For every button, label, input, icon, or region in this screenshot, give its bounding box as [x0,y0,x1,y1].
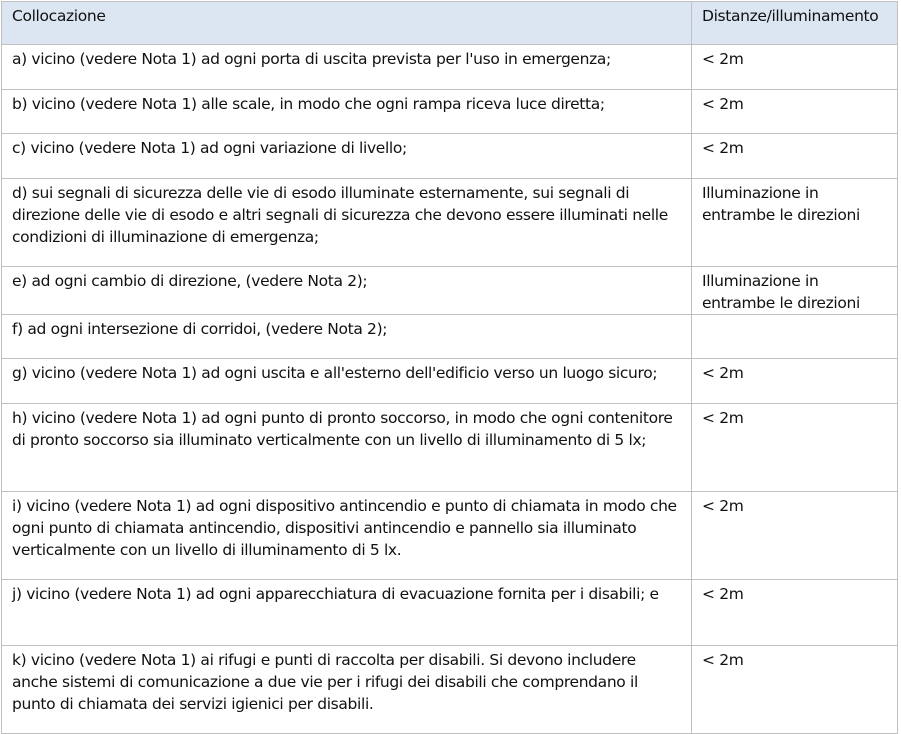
table-row [2,134,898,179]
row-location: e) ad ogni cambio di direzione, (vedere Nota 2); [2,267,692,315]
row-value: < 2m [692,134,898,179]
table-row [2,315,898,359]
row-location: c) vicino (vedere Nota 1) ad ogni variazione di livello; [2,134,692,179]
row-location: g) vicino (vedere Nota 1) ad ogni uscita e all'esterno dell'edificio verso un luogo sicuro; [2,359,692,404]
row-location: a) vicino (vedere Nota 1) ad ogni porta di uscita prevista per l'uso in emergenza; [2,45,692,90]
row-location: f) ad ogni intersezione di corridoi, (vedere Nota 2); [2,315,692,359]
table-row [2,359,898,404]
emergency-lighting-table [1,1,898,734]
row-location: k) vicino (vedere Nota 1) ai rifugi e punti di raccolta per disabili. Si devono includere anche sistemi di comunicazione a due vie per i rifugi dei disabili che comprendano il punto di chiamata dei servizi igienici per disabili. [2,646,692,734]
row-value: < 2m [692,646,898,734]
row-value: Illuminazione in entrambe le direzioni [692,179,898,267]
table-row [2,404,898,492]
header-collocazione: Collocazione [2,2,692,45]
header-distanze-illuminamento: Distanze/illuminamento [692,2,898,45]
table-row [2,179,898,267]
row-location: h) vicino (vedere Nota 1) ad ogni punto di pronto soccorso, in modo che ogni contenitore di pronto soccorso sia illuminato verticalmente con un livello di illuminamento di 5 lx; [2,404,692,492]
table-header-row [2,2,898,45]
row-value: < 2m [692,492,898,580]
row-value: Illuminazione in entrambe le direzioni [692,267,898,315]
row-value: < 2m [692,580,898,646]
table-row [2,45,898,90]
table-row [2,267,898,315]
row-value: < 2m [692,404,898,492]
row-value: < 2m [692,45,898,90]
row-location: d) sui segnali di sicurezza delle vie di esodo illuminate esternamente, sui segnali di direzione delle vie di esodo e altri segnali di sicurezza che devono essere illuminati nelle condizioni di illuminazione di emergenza; [2,179,692,267]
table-row [2,90,898,134]
row-value: < 2m [692,359,898,404]
row-value [692,315,898,359]
row-location: i) vicino (vedere Nota 1) ad ogni dispositivo antincendio e punto di chiamata in modo che ogni punto di chiamata antincendio, dispositivi antincendio e pannello sia illuminato verticalmente con un livello di illuminamento di 5 lx. [2,492,692,580]
row-value: < 2m [692,90,898,134]
row-location: b) vicino (vedere Nota 1) alle scale, in modo che ogni rampa riceva luce diretta; [2,90,692,134]
table-row [2,492,898,580]
table-row [2,580,898,646]
row-location: j) vicino (vedere Nota 1) ad ogni apparecchiatura di evacuazione fornita per i disabili; e [2,580,692,646]
table-row [2,646,898,734]
